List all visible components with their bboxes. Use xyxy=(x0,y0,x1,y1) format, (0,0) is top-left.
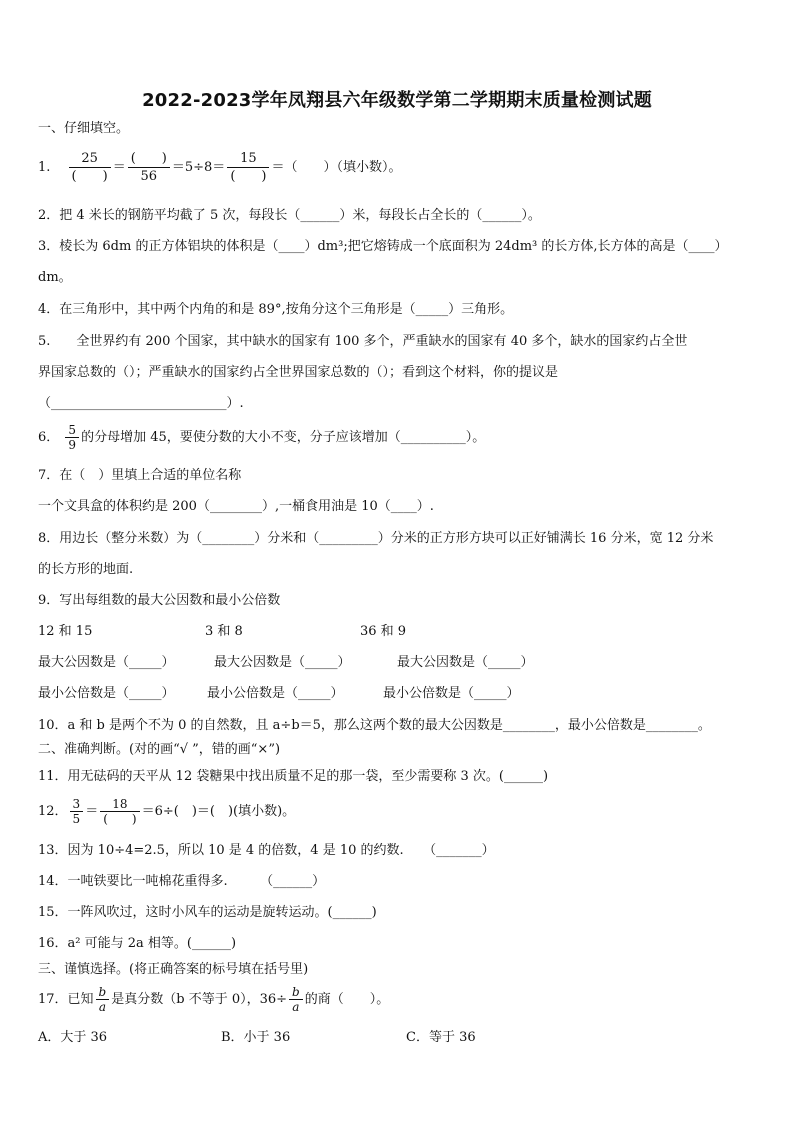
question-2: 2．把 4 米长的钢筋平均截了 5 次，每段长（______）米，每段长占全长的（______）。 xyxy=(38,208,541,223)
question-15: 15．一阵风吹过，这时小风车的运动是旋转运动。(______) xyxy=(38,905,377,920)
q1-f1-numerator: 25 xyxy=(69,150,111,168)
q17-fraction-1 xyxy=(96,985,110,1014)
q6-prefix: 6． xyxy=(38,430,60,445)
question-3-line-2: dm。 xyxy=(38,270,72,285)
q17-option-b: B．小于 36 xyxy=(221,1030,291,1045)
q12-equals: ＝ xyxy=(85,804,99,819)
q1-equals: ＝ xyxy=(112,160,126,175)
q1-tail: ＝（ ）（填小数）。 xyxy=(271,160,402,175)
q1-fraction-1 xyxy=(69,150,111,185)
q9-group-1: 12 和 15 xyxy=(38,624,93,639)
q17-prefix: 17．已知 xyxy=(38,992,94,1007)
q9-group-2: 3 和 8 xyxy=(205,624,243,639)
q17-middle: 是真分数（b 不等于 0），36÷ xyxy=(111,992,288,1007)
q17-fraction-2 xyxy=(289,985,303,1014)
q12-f2-numerator: 18 xyxy=(100,797,139,812)
q12-f1-denominator: 5 xyxy=(72,812,81,826)
q9-gcd-3: 最大公因数是（_____） xyxy=(397,655,534,670)
q17-tail: 的商（ ）。 xyxy=(304,992,390,1007)
q6-text: 的分母增加 45，要使分数的大小不变，分子应该增加（__________）。 xyxy=(81,430,486,445)
question-4: 4．在三角形中，其中两个内角的和是 89°,按角分这个三角形是（_____）三角形。 xyxy=(38,302,514,317)
q17-option-a: A．大于 36 xyxy=(38,1030,108,1045)
question-8-line-2: 的长方形的地面. xyxy=(38,562,134,577)
q12-fraction-2 xyxy=(100,797,139,826)
q17-f2-numerator: b xyxy=(289,985,303,1000)
q1-f2-denominator: 56 xyxy=(140,169,158,184)
q1-middle: ＝5÷8＝ xyxy=(171,160,226,175)
section-heading-choose: 三、谨慎选择。(将正确答案的标号填在括号里) xyxy=(38,962,309,977)
question-5-line-2: 界国家总数的（）；严重缺水的国家约占全世界国家总数的（）；看到这个材料，你的提议是 xyxy=(38,365,559,380)
q12-prefix: 12． xyxy=(38,804,68,819)
q1-prefix: 1. xyxy=(38,160,51,175)
q1-f1-denominator: ( ) xyxy=(71,169,108,184)
section-heading-fill: 一、仔细填空。 xyxy=(38,121,130,136)
q1-f3-denominator: ( ) xyxy=(230,169,267,184)
q1-f2-numerator: ( ) xyxy=(128,150,170,168)
question-3-line-1: 3．棱长为 6dm 的正方体铝块的体积是（____）dm³;把它熔铸成一个底面积为 24dm³ 的长方体,长方体的高是（____） xyxy=(38,239,728,254)
q9-group-3: 36 和 9 xyxy=(360,624,407,639)
question-11: 11．用无砝码的天平从 12 袋糖果中找出质量不足的那一袋，至少需要称 3 次。(______) xyxy=(38,769,549,784)
q9-lcm-1: 最小公倍数是（_____） xyxy=(38,686,175,701)
question-14: 14．一吨铁要比一吨棉花重得多. （______） xyxy=(38,874,326,889)
question-8-line-1: 8．用边长（整分米数）为（________）分米和（_________）分米的正方形方块可以正好铺满长 16 分米，宽 12 分米 xyxy=(38,531,714,546)
q9-lcm-3: 最小公倍数是（_____） xyxy=(383,686,520,701)
question-12 xyxy=(38,792,295,832)
question-6 xyxy=(38,418,485,458)
question-5-line-3: （___________________________）. xyxy=(38,396,244,411)
question-16: 16．a² 可能与 2a 相等。(______) xyxy=(38,936,237,951)
question-10: 10．a 和 b 是两个不为 0 的自然数，且 a÷b＝5，那么这两个数的最大公因数是________，最小公倍数是________。 xyxy=(38,718,711,733)
page-title: 2022-2023学年凤翔县六年级数学第二学期期末质量检测试题 xyxy=(142,90,652,111)
q6-denominator: 9 xyxy=(68,438,77,452)
question-7-line-1: 7．在（ ）里填上合适的单位名称 xyxy=(38,468,242,483)
q17-option-c: C．等于 36 xyxy=(406,1030,476,1045)
q1-fraction-3 xyxy=(227,150,269,185)
q6-numerator: 5 xyxy=(65,423,79,438)
section-heading-judge: 二、准确判断。(对的画“√ ”，错的画“×”) xyxy=(38,742,281,757)
q12-fraction-1 xyxy=(70,797,84,826)
question-9-title: 9．写出每组数的最大公因数和最小公倍数 xyxy=(38,593,281,608)
q12-tail: ＝6÷( )＝( )(填小数)。 xyxy=(141,804,296,819)
q6-fraction xyxy=(65,423,79,452)
question-7-line-2: 一个文具盒的体积约是 200（________）,一桶食用油是 10（____）. xyxy=(38,499,434,514)
q12-f2-denominator: ( ) xyxy=(103,812,137,826)
question-17 xyxy=(38,980,389,1020)
question-1 xyxy=(38,148,401,188)
q1-fraction-2 xyxy=(128,150,170,185)
question-13: 13．因为 10÷4=2.5，所以 10 是 4 的倍数，4 是 10 的约数. （_______） xyxy=(38,843,495,858)
q9-gcd-2: 最大公因数是（_____） xyxy=(214,655,351,670)
q12-f1-numerator: 3 xyxy=(70,797,84,812)
q1-f3-numerator: 15 xyxy=(227,150,269,168)
q9-lcm-2: 最小公倍数是（_____） xyxy=(207,686,344,701)
q17-f2-denominator: a xyxy=(292,1000,300,1014)
q9-gcd-1: 最大公因数是（_____） xyxy=(38,655,175,670)
q17-f1-denominator: a xyxy=(98,1000,106,1014)
question-5-line-1: 5. 全世界约有 200 个国家，其中缺水的国家有 100 多个，严重缺水的国家有 40 多个，缺水的国家约占全世 xyxy=(38,334,688,349)
q17-f1-numerator: b xyxy=(96,985,110,1000)
